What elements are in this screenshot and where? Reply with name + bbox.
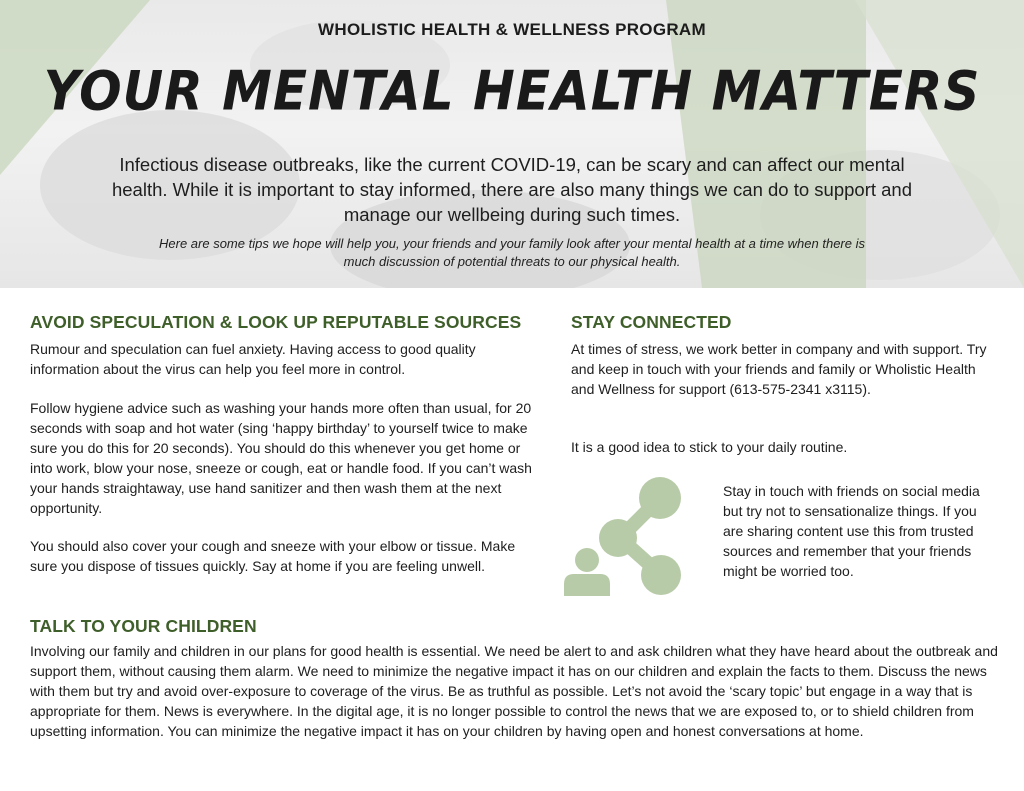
intro-note: Here are some tips we hope will help you, your friends and your family look after your mental health at a time when there is much discussion of potential threats to our physical health. <box>159 236 865 269</box>
section-heading-avoid-speculation: AVOID SPECULATION & LOOK UP REPUTABLE SOURCES <box>30 312 522 332</box>
header-banner <box>0 0 1024 288</box>
section-heading-stay-connected: STAY CONNECTED <box>571 312 732 332</box>
program-name: WHOLISTIC HEALTH & WELLNESS PROGRAM <box>318 20 706 39</box>
stay-paragraph-2: It is a good idea to stick to your daily routine. <box>571 439 848 455</box>
section-heading-talk-to-children: TALK TO YOUR CHILDREN <box>30 616 257 636</box>
talk-paragraph: Involving our family and children in our plans for good health is essential. We need be alert to and ask children what they have heard about the outbreak and support them, without causing them alarm. We need to minimize the negative impact it has on our children and explain the facts to them. Discuss the news with them but try and avoid over-exposure to coverage of the virus. Be as truthful as possible. Let’s not avoid the ‘scary topic’ but engage in a way that is appropriate for them. News is everywhere. In the digital age, it is no longer possible to control the news that we are exposed to, or to shield children from upsetting information. You can minimize the negative impact it has on your children by having open and honest conversations at home. <box>30 643 998 739</box>
avoid-paragraph-1: Rumour and speculation can fuel anxiety. Having access to good quality information about the virus can help you feel more in control. <box>30 341 476 377</box>
avoid-paragraph-2: Follow hygiene advice such as washing your hands more often than usual, for 20 seconds with soap and hot water (sing ‘happy birthday’ to yourself twice to make sure you do this for 20 seconds). You should do this whenever you get home or into work, blow your nose, sneeze or cough, eat or handle food. If you can’t wash your hands straightaway, use hand sanitizer and then wash them at the next opportunity. <box>30 400 532 516</box>
avoid-paragraph-3: You should also cover your cough and sneeze with your elbow or tissue. Make sure you dispose of tissues quickly. Say at home if you are feeling unwell. <box>30 538 516 574</box>
stay-paragraph-1: At times of stress, we work better in company and with support. Try and keep in touch with your friends and family or Wholistic Health and Wellness for support (613-575-2341 x3115). <box>571 341 987 397</box>
stay-paragraph-3: Stay in touch with friends on social media but try not to sensationalize things. If you are sharing content use this from trusted sources and remember that your friends might be worried too. <box>723 483 980 579</box>
share-network-person-icon <box>560 474 690 598</box>
intro-text: Infectious disease outbreaks, like the current COVID-19, can be scary and can affect our mental health. While it is important to stay informed, there are also many things we can do to support and manage our wellbeing during such times. <box>111 154 913 225</box>
page-title: YOUR MENTAL HEALTH MATTERS <box>43 59 981 123</box>
